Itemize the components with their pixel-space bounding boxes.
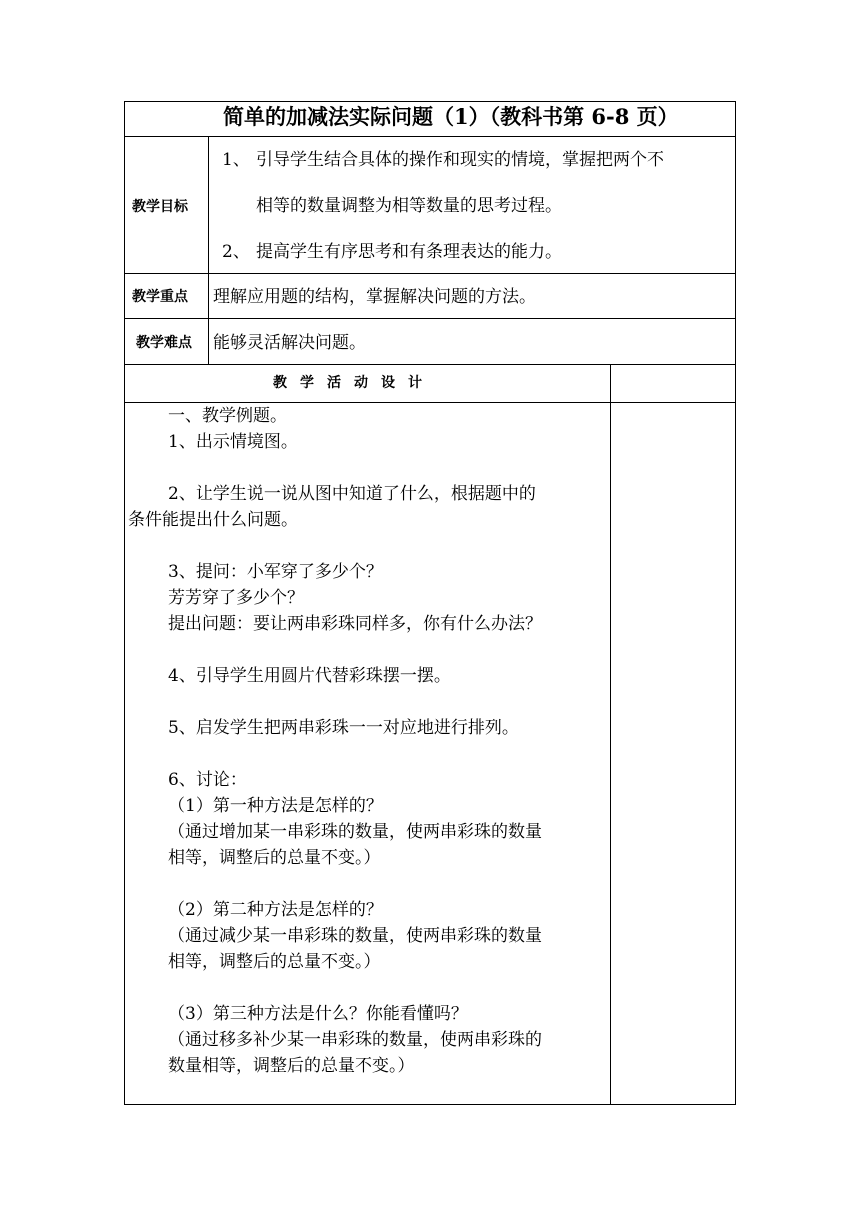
design-line: （通过移多补少某一串彩珠的数量，使两串彩珠的 bbox=[168, 1030, 542, 1050]
design-line: 提出问题：要让两串彩珠同样多，你有什么办法？ bbox=[168, 614, 542, 634]
design-line: 5、启发学生把两串彩珠一一对应地进行排列。 bbox=[168, 718, 519, 738]
objective-2-number: 2、 bbox=[222, 242, 250, 262]
design-line: 数量相等，调整后的总量不变。） bbox=[168, 1056, 415, 1076]
table-border-notes-column bbox=[610, 364, 611, 1105]
objective-1-line2: 相等的数量调整为相等数量的思考过程。 bbox=[256, 196, 562, 216]
key-point-label: 教学重点 bbox=[132, 289, 188, 305]
design-header: 教学活动设计 bbox=[273, 375, 435, 391]
table-border-title-bottom bbox=[124, 136, 736, 137]
design-line: 3、提问：小军穿了多少个？ bbox=[168, 562, 383, 582]
design-line: 2、让学生说一说从图中知道了什么，根据题中的 bbox=[168, 484, 536, 504]
table-border-top bbox=[124, 101, 736, 102]
design-line: 1、出示情境图。 bbox=[168, 432, 298, 452]
design-line: （1）第一种方法是怎样的？ bbox=[168, 796, 383, 816]
design-line: 4、引导学生用圆片代替彩珠摆一摆。 bbox=[168, 666, 451, 686]
table-border-right bbox=[735, 101, 736, 1105]
key-point-text: 理解应用题的结构，掌握解决问题的方法。 bbox=[213, 287, 536, 307]
design-line: （2）第二种方法是怎样的？ bbox=[168, 900, 383, 920]
design-line: （通过增加某一串彩珠的数量，使两串彩珠的数量 bbox=[168, 822, 542, 842]
difficulty-label: 教学难点 bbox=[136, 335, 192, 351]
design-line: 6、讨论： bbox=[168, 770, 247, 790]
table-border-difficulty-bottom bbox=[124, 364, 736, 365]
design-line: 相等，调整后的总量不变。） bbox=[168, 848, 381, 868]
difficulty-text: 能够灵活解决问题。 bbox=[213, 333, 366, 353]
table-border-left bbox=[124, 101, 125, 1105]
table-border-objectives-bottom bbox=[124, 273, 736, 274]
objectives-label: 教学目标 bbox=[132, 199, 188, 215]
design-line: 相等，调整后的总量不变。） bbox=[168, 952, 381, 972]
design-line: （通过减少某一串彩珠的数量，使两串彩珠的数量 bbox=[168, 926, 542, 946]
design-line: （3）第三种方法是什么？你能看懂吗？ bbox=[168, 1004, 468, 1024]
objective-1-line1: 引导学生结合具体的操作和现实的情境，掌握把两个不 bbox=[256, 150, 664, 170]
objective-2-line1: 提高学生有序思考和有条理表达的能力。 bbox=[256, 242, 562, 262]
objective-1-number: 1、 bbox=[222, 150, 250, 170]
table-border-design-header-bottom bbox=[124, 402, 736, 403]
table-border-bottom bbox=[124, 1104, 736, 1105]
design-line: 芳芳穿了多少个？ bbox=[168, 588, 304, 608]
table-border-keypoint-bottom bbox=[124, 318, 736, 319]
design-line: 一、教学例题。 bbox=[168, 406, 287, 426]
design-line: 条件能提出什么问题。 bbox=[128, 510, 298, 530]
page-title: 简单的加减法实际问题（1）（教科书第 6-8 页） bbox=[223, 104, 679, 129]
table-border-label-column bbox=[208, 136, 209, 365]
